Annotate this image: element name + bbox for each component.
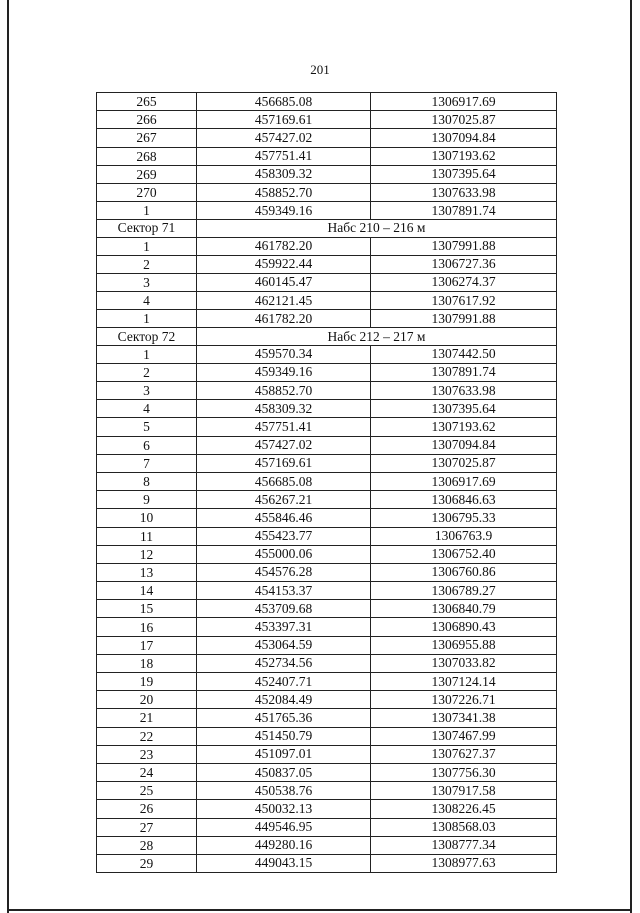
point-number: 28 [97,836,197,854]
table-row [97,111,557,129]
coordinates-table-body [97,93,557,873]
x-coordinate: 453709.68 [197,600,371,618]
table-row [97,691,557,709]
y-coordinate: 1306955.88 [371,636,557,654]
table-row [97,745,557,763]
y-coordinate: 1307193.62 [371,147,557,165]
x-coordinate: 451097.01 [197,745,371,763]
point-number: 14 [97,582,197,600]
point-number: 12 [97,545,197,563]
y-coordinate: 1306795.33 [371,509,557,527]
table-row [97,563,557,581]
point-number: 266 [97,111,197,129]
y-coordinate: 1307033.82 [371,654,557,672]
y-coordinate: 1307341.38 [371,709,557,727]
y-coordinate: 1306789.27 [371,582,557,600]
x-coordinate: 451450.79 [197,727,371,745]
x-coordinate: 458309.32 [197,400,371,418]
x-coordinate: 458309.32 [197,165,371,183]
table-row [97,600,557,618]
point-number: 1 [97,237,197,255]
x-coordinate: 461782.20 [197,310,371,328]
table-row [97,636,557,654]
table-row [97,363,557,381]
table-row [97,202,557,220]
point-number: 5 [97,418,197,436]
y-coordinate: 1306763.9 [371,527,557,545]
point-number: 9 [97,491,197,509]
point-number: 13 [97,563,197,581]
point-number: 29 [97,854,197,872]
point-number: 270 [97,183,197,201]
y-coordinate: 1307193.62 [371,418,557,436]
table-row [97,273,557,291]
coordinates-table-wrap [96,92,556,873]
y-coordinate: 1307025.87 [371,111,557,129]
x-coordinate: 461782.20 [197,237,371,255]
point-number: 11 [97,527,197,545]
point-number: 2 [97,255,197,273]
table-row [97,763,557,781]
table-row [97,418,557,436]
x-coordinate: 457751.41 [197,418,371,436]
point-number: 7 [97,454,197,472]
page-number: 201 [310,62,330,77]
table-row [97,345,557,363]
x-coordinate: 459349.16 [197,202,371,220]
y-coordinate: 1306752.40 [371,545,557,563]
y-coordinate: 1308568.03 [371,818,557,836]
point-number: 265 [97,93,197,111]
x-coordinate: 460145.47 [197,273,371,291]
table-row [97,727,557,745]
point-number: 20 [97,691,197,709]
x-coordinate: 455000.06 [197,545,371,563]
table-row [97,800,557,818]
x-coordinate: 452084.49 [197,691,371,709]
y-coordinate: 1307442.50 [371,345,557,363]
point-number: 22 [97,727,197,745]
page-border-left [7,0,9,913]
x-coordinate: 457169.61 [197,111,371,129]
sector-height-range: Набс 212 – 217 м [197,328,557,345]
y-coordinate: 1307756.30 [371,763,557,781]
y-coordinate: 1306846.63 [371,491,557,509]
x-coordinate: 449280.16 [197,836,371,854]
table-row [97,818,557,836]
point-number: 23 [97,745,197,763]
point-number: 267 [97,129,197,147]
point-number: 2 [97,363,197,381]
y-coordinate: 1307633.98 [371,183,557,201]
point-number: 21 [97,709,197,727]
x-coordinate: 459570.34 [197,345,371,363]
y-coordinate: 1306274.37 [371,273,557,291]
point-number: 15 [97,600,197,618]
x-coordinate: 457751.41 [197,147,371,165]
table-row [97,165,557,183]
y-coordinate: 1306890.43 [371,618,557,636]
x-coordinate: 455423.77 [197,527,371,545]
x-coordinate: 450538.76 [197,782,371,800]
point-number: 1 [97,345,197,363]
y-coordinate: 1307617.92 [371,292,557,310]
y-coordinate: 1307094.84 [371,129,557,147]
x-coordinate: 457169.61 [197,454,371,472]
point-number: 3 [97,273,197,291]
y-coordinate: 1307891.74 [371,363,557,381]
y-coordinate: 1307633.98 [371,382,557,400]
point-number: 4 [97,292,197,310]
x-coordinate: 453397.31 [197,618,371,636]
sector-height-range: Набс 210 – 216 м [197,220,557,237]
y-coordinate: 1307025.87 [371,454,557,472]
y-coordinate: 1308226.45 [371,800,557,818]
page-border-right [630,0,632,913]
y-coordinate: 1307395.64 [371,165,557,183]
coordinates-table [96,92,557,873]
table-row [97,618,557,636]
x-coordinate: 454576.28 [197,563,371,581]
y-coordinate: 1306727.36 [371,255,557,273]
table-row [97,545,557,563]
table-row [97,454,557,472]
y-coordinate: 1308777.34 [371,836,557,854]
x-coordinate: 457427.02 [197,129,371,147]
point-number: 6 [97,436,197,454]
x-coordinate: 458852.70 [197,183,371,201]
point-number: 269 [97,165,197,183]
table-row [97,310,557,328]
table-row [97,147,557,165]
x-coordinate: 459349.16 [197,363,371,381]
page-border-bottom [7,909,632,911]
point-number: 27 [97,818,197,836]
point-number: 8 [97,472,197,490]
y-coordinate: 1307891.74 [371,202,557,220]
table-row [97,654,557,672]
point-number: 1 [97,202,197,220]
point-number: 3 [97,382,197,400]
y-coordinate: 1307467.99 [371,727,557,745]
table-row [97,292,557,310]
x-coordinate: 449546.95 [197,818,371,836]
table-row [97,129,557,147]
point-number: 17 [97,636,197,654]
sector-header-row [97,220,557,237]
x-coordinate: 457427.02 [197,436,371,454]
point-number: 25 [97,782,197,800]
y-coordinate: 1306917.69 [371,93,557,111]
point-number: 18 [97,654,197,672]
x-coordinate: 452407.71 [197,673,371,691]
y-coordinate: 1307991.88 [371,310,557,328]
table-row [97,237,557,255]
y-coordinate: 1308977.63 [371,854,557,872]
table-row [97,93,557,111]
x-coordinate: 456685.08 [197,93,371,111]
y-coordinate: 1307627.37 [371,745,557,763]
x-coordinate: 462121.45 [197,292,371,310]
table-row [97,527,557,545]
table-row [97,436,557,454]
x-coordinate: 451765.36 [197,709,371,727]
point-number: 4 [97,400,197,418]
y-coordinate: 1307395.64 [371,400,557,418]
sector-header-row [97,328,557,345]
y-coordinate: 1307094.84 [371,436,557,454]
table-row [97,382,557,400]
x-coordinate: 455846.46 [197,509,371,527]
x-coordinate: 458852.70 [197,382,371,400]
x-coordinate: 450032.13 [197,800,371,818]
y-coordinate: 1306917.69 [371,472,557,490]
table-row [97,472,557,490]
x-coordinate: 454153.37 [197,582,371,600]
sector-label: Сектор 71 [97,220,197,237]
point-number: 19 [97,673,197,691]
x-coordinate: 453064.59 [197,636,371,654]
table-row [97,400,557,418]
table-row [97,255,557,273]
point-number: 10 [97,509,197,527]
x-coordinate: 450837.05 [197,763,371,781]
y-coordinate: 1306840.79 [371,600,557,618]
x-coordinate: 456267.21 [197,491,371,509]
point-number: 26 [97,800,197,818]
x-coordinate: 456685.08 [197,472,371,490]
x-coordinate: 459922.44 [197,255,371,273]
table-row [97,854,557,872]
y-coordinate: 1307991.88 [371,237,557,255]
table-row [97,491,557,509]
point-number: 268 [97,147,197,165]
sector-label: Сектор 72 [97,328,197,345]
y-coordinate: 1307124.14 [371,673,557,691]
x-coordinate: 449043.15 [197,854,371,872]
table-row [97,709,557,727]
y-coordinate: 1306760.86 [371,563,557,581]
table-row [97,673,557,691]
table-row [97,509,557,527]
x-coordinate: 452734.56 [197,654,371,672]
point-number: 24 [97,763,197,781]
point-number: 16 [97,618,197,636]
table-row [97,782,557,800]
y-coordinate: 1307917.58 [371,782,557,800]
table-row [97,836,557,854]
y-coordinate: 1307226.71 [371,691,557,709]
point-number: 1 [97,310,197,328]
table-row [97,183,557,201]
table-row [97,582,557,600]
